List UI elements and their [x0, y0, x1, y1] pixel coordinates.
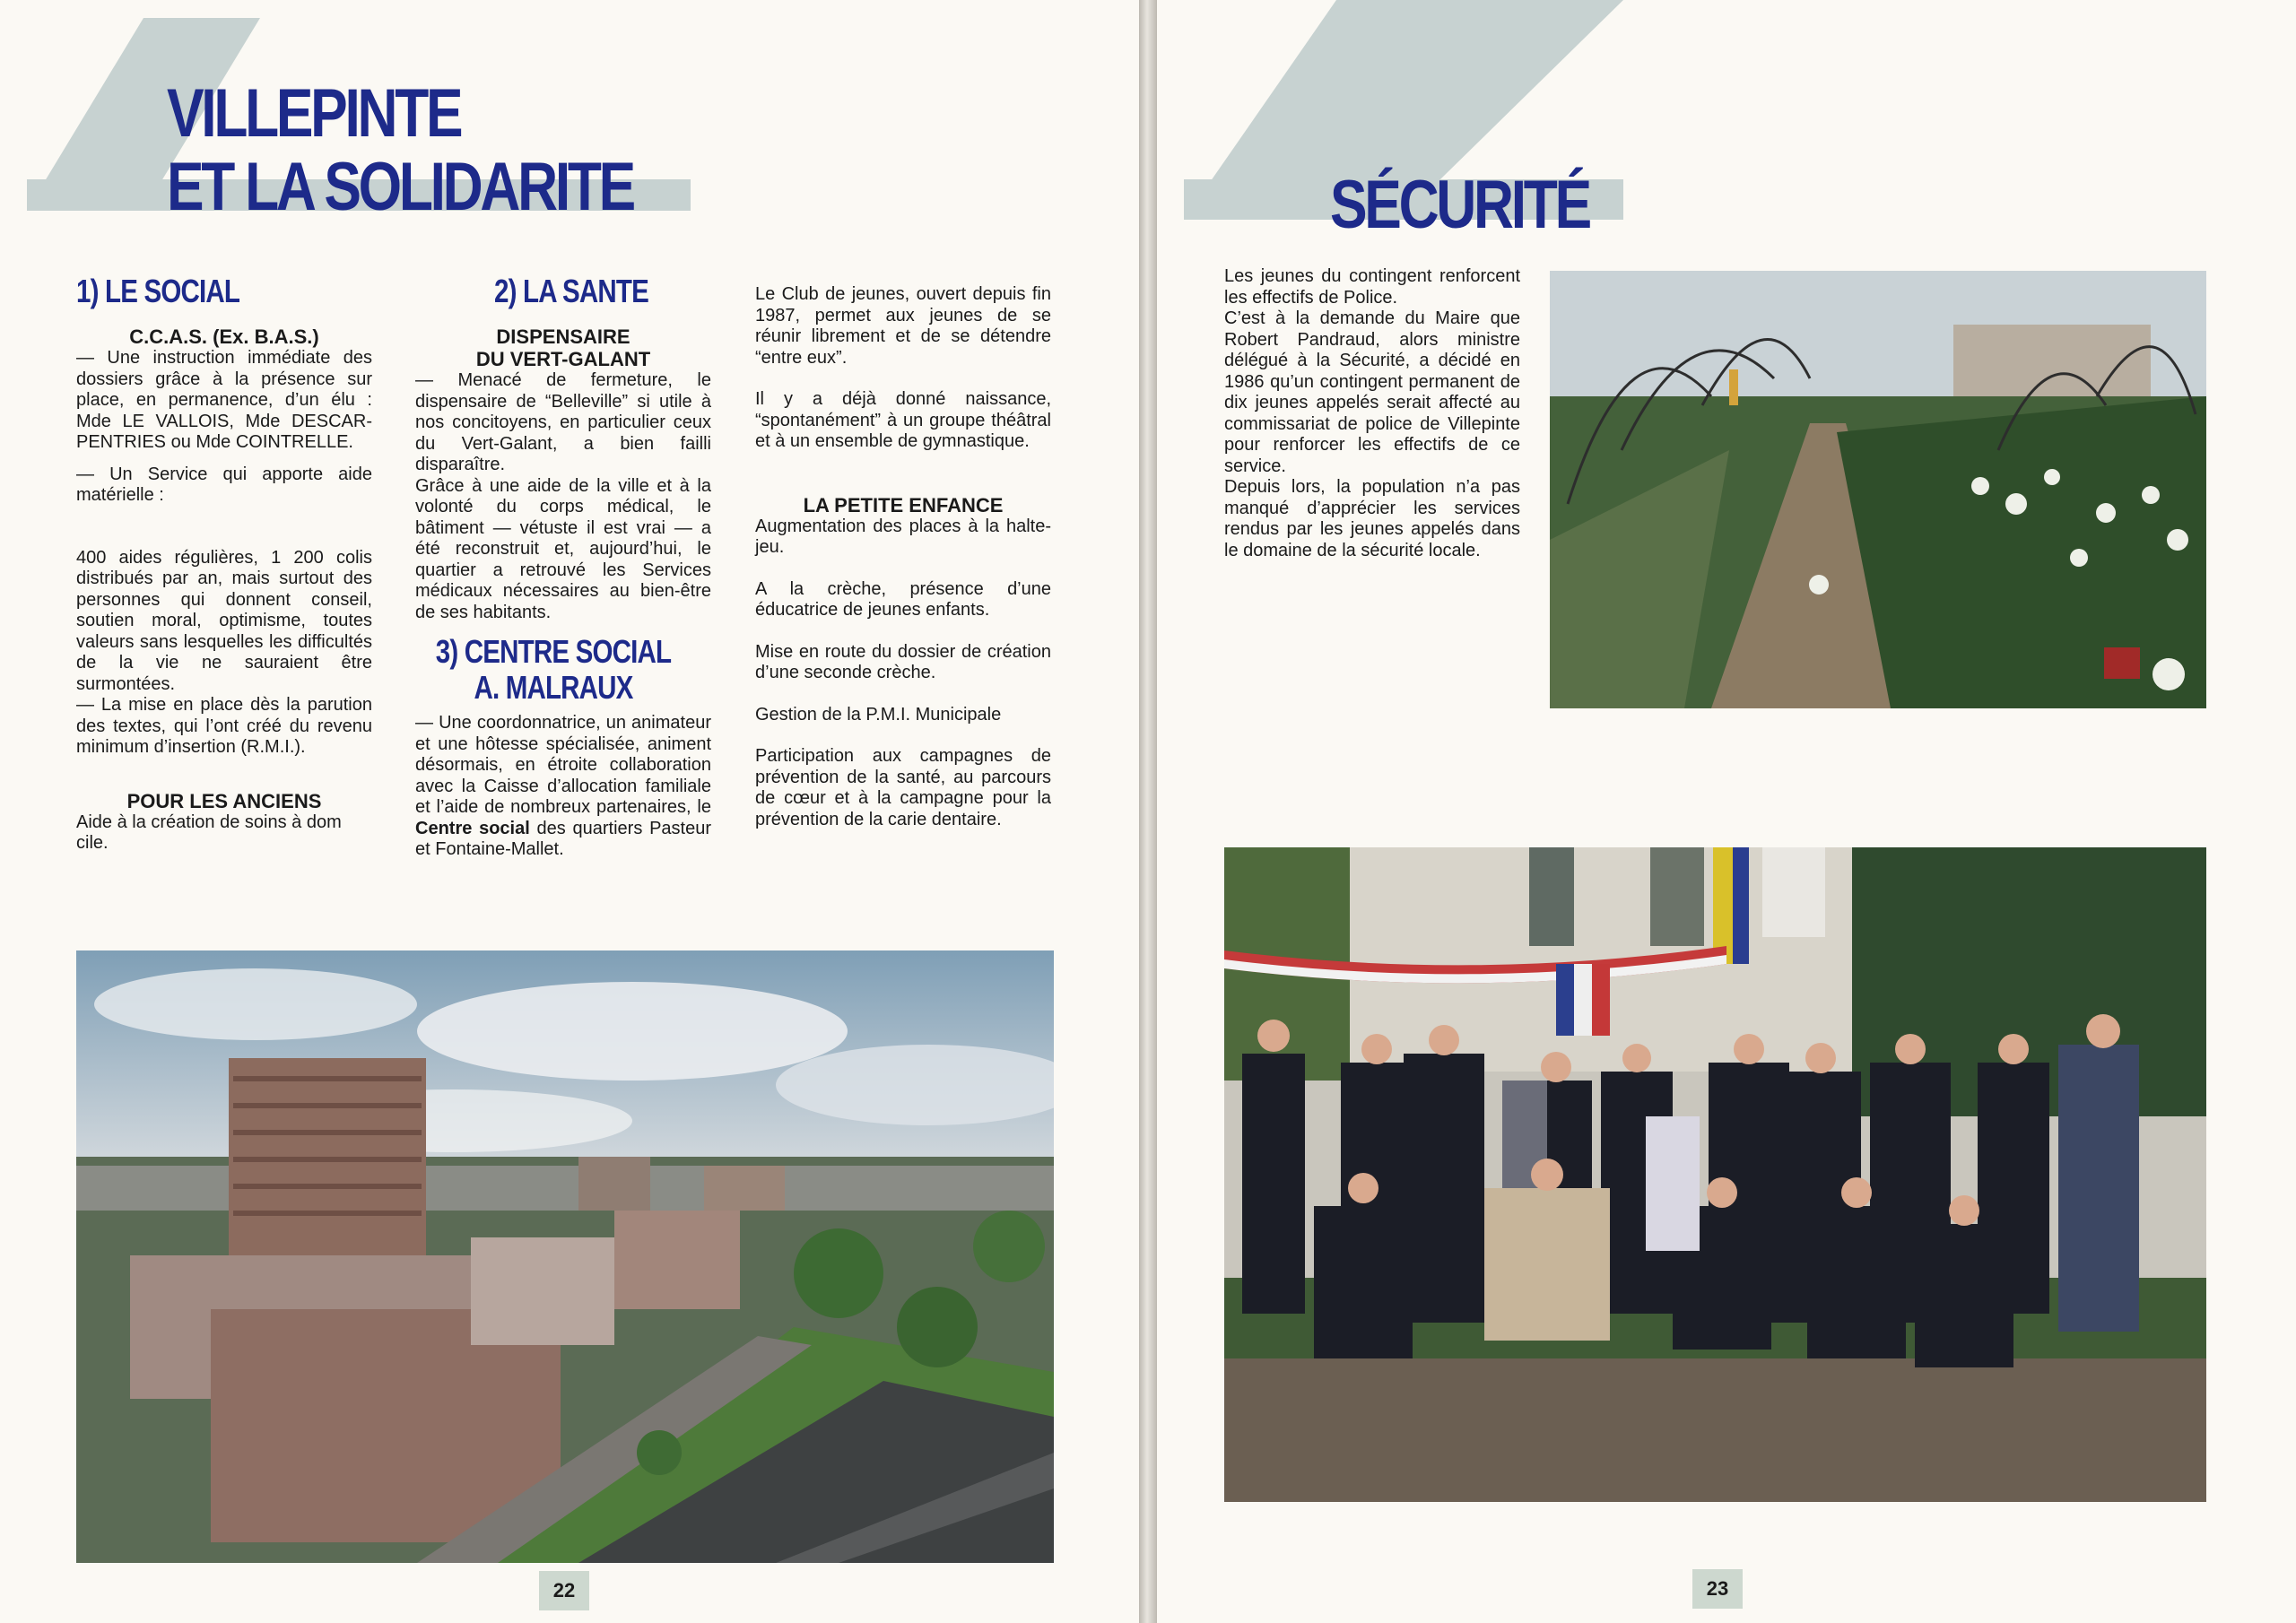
securite-paragraph-1: Les jeunes du contingent renforcent les effectifs de Police.: [1224, 266, 1520, 308]
column-securite: [1224, 266, 1520, 561]
subheading-ccas: C.C.A.S. (Ex. B.A.S.): [129, 325, 319, 348]
sante-paragraph-1: — Menacé de fermeture, le dispensaire de “Belleville” si utile à nos concitoyens, en particulier ceux du Vert-Galant, a bien failli disparaître.: [415, 370, 711, 474]
page-number-22: 22: [539, 1571, 589, 1610]
social-paragraph-2: — Un Service qui apporte aide matérielle :: [76, 464, 372, 505]
city-photo: [76, 950, 1054, 1563]
centre-paragraph: [415, 713, 711, 861]
social-paragraph-1: — Une instruction immédiate des dossiers grâce à la présence sur place, en permanence, d’un élu : Mde LE VALLOIS, Mde DESCAR-PENTRIES ou Mde COINTRELLE.: [76, 348, 372, 452]
subheading-petite-enfance: LA PETITE ENFANCE: [803, 493, 1004, 516]
column-social: [76, 273, 372, 855]
subheading-anciens: POUR LES ANCIENS: [126, 789, 322, 812]
prevention-paragraph: Participation aux campagnes de prévention de la santé, au parcours de cœur et à la campagne pour la prévention de la carie dentaire.: [755, 746, 1051, 829]
securite-paragraph-2: C’est à la demande du Maire que Robert Pandraud, alors ministre délégué à la Sécurité, a décidé en 1986 qu’un contingent permanent de dix jeunes appelés serait affecté au commissariat de police de Villepinte pour renforcer les effectifs de ce service.: [1224, 308, 1520, 476]
centre-text: — Une coordonnatrice, un animateur et une hôtesse spécialisée, animent désormais, en étroite collaboration avec la Caisse d’allocation familiale et l’aide de nombreux partenaires, le: [415, 713, 711, 817]
book-spine: [1139, 0, 1157, 1623]
heading-le-social: 1) LE SOCIAL: [76, 273, 240, 309]
pmi-paragraph: Gestion de la P.M.I. Municipale: [755, 704, 1002, 725]
column-jeunes: [755, 284, 1051, 830]
group-photo: [1224, 847, 2206, 1502]
heading-centre-social: 3) CENTRE SOCIAL A. MALRAUX: [435, 633, 672, 706]
heading-la-sante: 2) LA SANTE: [494, 273, 648, 309]
right-page: [1157, 0, 2296, 1623]
garden-photo: [1550, 271, 2206, 708]
anciens-text: Aide à la création de soins à dom cile.: [76, 812, 342, 853]
securite-paragraph-3: Depuis lors, la population n’a pas manqué d’apprécier les services rendus par les jeunes appelés dans le domaine de la sécurité locale.: [1224, 477, 1520, 560]
centre-text-end: des quartiers Pasteur et Fontaine-Mallet.: [415, 818, 712, 859]
creche-paragraph: A la crèche, présence d’une éducatrice de jeunes enfants.: [755, 578, 1051, 620]
subheading-dispensaire: DISPENSAIRE DU VERT-GALANT: [475, 325, 651, 370]
decorative-band: [1157, 0, 2296, 233]
club-jeunes-paragraph: Le Club de jeunes, ouvert depuis fin 1987, permet aux jeunes de se réunir librement et de se détendre “entre eux”.: [755, 284, 1051, 368]
seconde-creche-paragraph: Mise en route du dossier de création d’une seconde crèche.: [755, 641, 1051, 682]
social-paragraph-4: — La mise en place dès la parution des textes, qui l’ont créé du revenu minimum d’insertion (R.M.I.).: [76, 695, 372, 757]
left-page: [0, 0, 1139, 1623]
theatre-paragraph: Il y a déjà donné naissance, “spontanément” à un groupe théâtral et à un ensemble de gymnastique.: [755, 389, 1051, 451]
social-paragraph-3: 400 aides régulières, 1 200 colis distribués par an, mais surtout des personnes qui donnent conseil, soutien moral, optimisme, toutes valeurs sans lesquelles les difficultés de la vie ne sauraient être surmontées.: [76, 547, 372, 694]
page-number-23: 23: [1692, 1569, 1743, 1609]
column-sante: [415, 273, 711, 861]
centre-bold: Centre social: [415, 818, 530, 838]
halte-jeu-paragraph: Augmentation des places à la halte-jeu.: [755, 516, 1051, 557]
page-title-securite: SÉCURITÉ: [1330, 167, 1589, 243]
page-title-solidarite: VILLEPINTE ET LA SOLIDARITE: [167, 75, 633, 225]
sante-paragraph-2: Grâce à une aide de la ville et à la volonté du corps médical, le bâtiment — vétuste il est vrai — a été reconstruit et, aujourd’hui, le quartier a retrouvé les Services médicaux nécessaires au bien-être de ses habitants.: [415, 475, 711, 622]
